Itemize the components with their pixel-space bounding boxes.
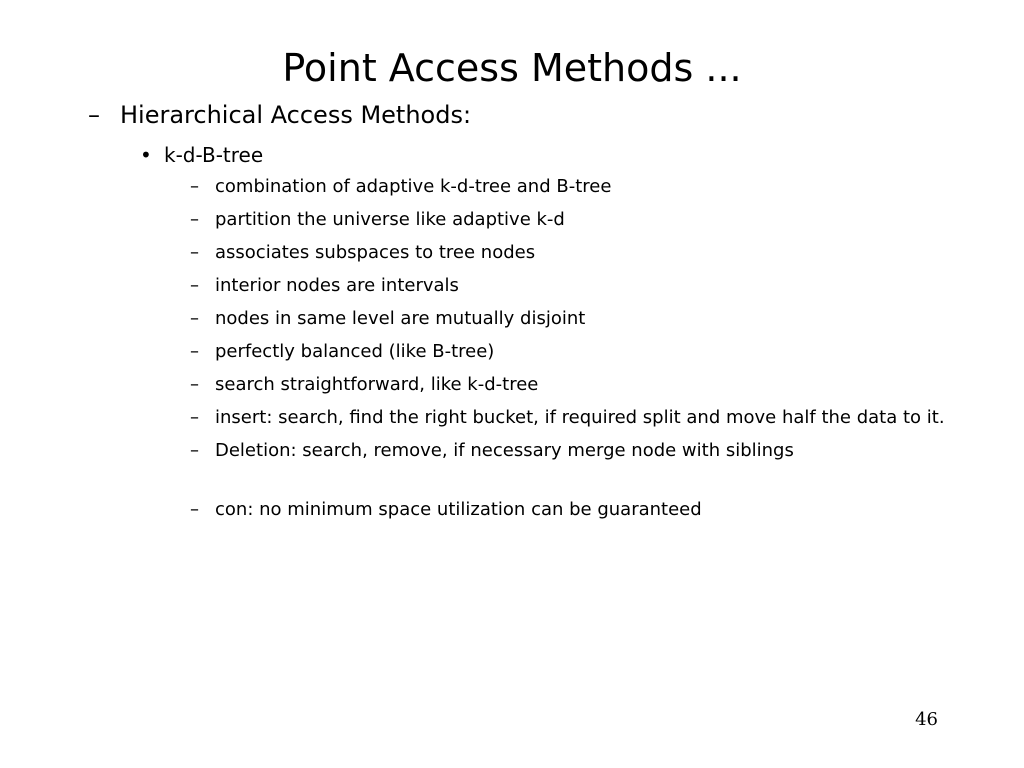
list-item: [190, 174, 950, 200]
dash-marker: –: [190, 275, 199, 296]
dash-marker: –: [190, 308, 199, 329]
list-item: [190, 372, 950, 398]
dash-marker: –: [190, 242, 199, 263]
list-item-text: search straightforward, like k-d-tree: [215, 374, 539, 395]
list-item-text: partition the universe like adaptive k-d: [215, 209, 565, 230]
kdb-tree-properties-list: [190, 174, 950, 530]
dash-marker: –: [190, 440, 199, 461]
list-item: [190, 240, 950, 266]
list-item-text: insert: search, find the right bucket, if required split and move half the data to it.: [215, 407, 945, 428]
list-item-text: interior nodes are intervals: [215, 275, 459, 296]
dash-marker: –: [190, 341, 199, 362]
list-item: [190, 306, 950, 332]
level2-text: k-d-B-tree: [164, 143, 264, 167]
list-item: [190, 405, 950, 431]
list-item-text: associates subspaces to tree nodes: [215, 242, 536, 263]
dash-marker: –: [190, 176, 199, 197]
list-item-text: con: no minimum space utilization can be guaranteed: [215, 499, 702, 520]
dash-marker: –: [190, 407, 199, 428]
bullet-marker: •: [140, 143, 152, 167]
slide-title: Point Access Methods ...: [282, 46, 742, 90]
level2-bullet: [140, 140, 263, 170]
dash-marker: –: [88, 101, 100, 129]
list-item: [190, 497, 950, 523]
list-item: [190, 273, 950, 299]
list-item-text: combination of adaptive k-d-tree and B-tree: [215, 176, 612, 197]
list-item: [190, 438, 950, 464]
list-item-text: nodes in same level are mutually disjoint: [215, 308, 586, 329]
list-item: [190, 339, 950, 365]
list-item: [190, 207, 950, 233]
dash-marker: –: [190, 209, 199, 230]
dash-marker: –: [190, 374, 199, 395]
page-number: 46: [915, 709, 938, 730]
list-item-text: perfectly balanced (like B-tree): [215, 341, 495, 362]
list-item-text: Deletion: search, remove, if necessary merge node with siblings: [215, 440, 794, 461]
level1-bullet: [88, 98, 471, 132]
level1-text: Hierarchical Access Methods:: [120, 101, 472, 129]
dash-marker: –: [190, 499, 199, 520]
